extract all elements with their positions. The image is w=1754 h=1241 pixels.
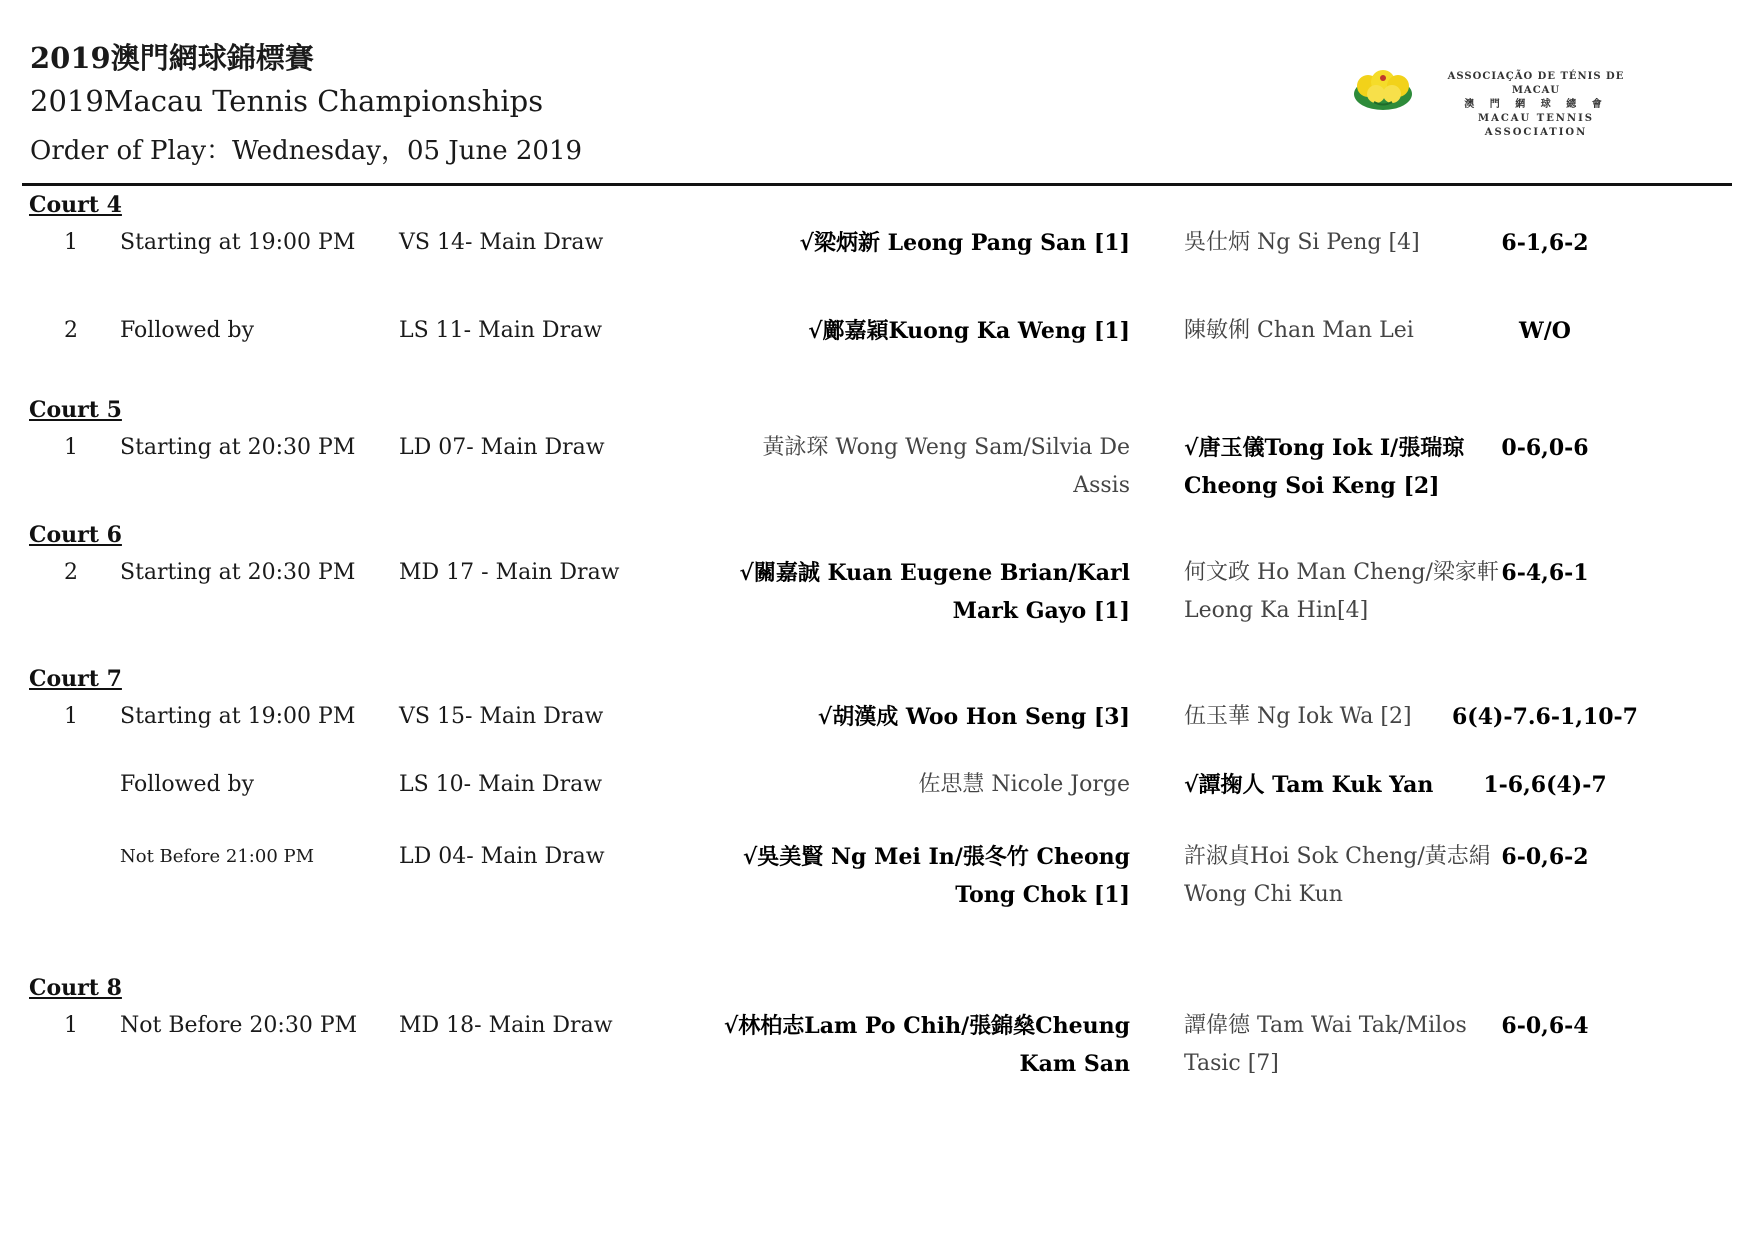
header-rule	[22, 183, 1732, 186]
title-zh: 2019澳門網球錦標賽	[30, 41, 314, 75]
player1: 黃詠琛 Wong Weng Sam/Silvia De	[762, 435, 1130, 460]
match-score: W/O	[1519, 318, 1571, 344]
player1: √關嘉誠 Kuan Eugene Brian/Karl	[739, 560, 1130, 586]
court-5-heading: Court 5	[29, 397, 122, 423]
court-8-heading: Court 8	[29, 975, 122, 1001]
player1-line2: Assis	[1073, 473, 1130, 498]
match-number: 1	[64, 435, 78, 460]
logo-text-en: MACAU TENNIS ASSOCIATION	[1478, 113, 1594, 138]
logo-text-pt: ASSOCIAÇÃO DE TÉNIS DE MACAU	[1447, 71, 1625, 96]
player2-line2: Cheong Soi Keng [2]	[1184, 473, 1440, 499]
player1-line2: Kam San	[1019, 1051, 1130, 1077]
player1: √鄺嘉穎Kuong Ka Weng [1]	[808, 318, 1130, 344]
player1: √梁炳新 Leong Pang San [1]	[799, 230, 1130, 256]
match-time: Starting at 20:30 PM	[120, 435, 356, 460]
match-time: Not Before 21:00 PM	[120, 846, 315, 867]
match-event: VS 14- Main Draw	[399, 230, 604, 255]
match-time: Starting at 20:30 PM	[120, 560, 356, 585]
match-event: VS 15- Main Draw	[399, 704, 604, 729]
player1: √胡漢成 Woo Hon Seng [3]	[817, 704, 1130, 730]
player2: 伍玉華 Ng Iok Wa [2]	[1184, 704, 1412, 729]
player2: 譚偉德 Tam Wai Tak/Milos	[1184, 1013, 1467, 1038]
court-6-heading: Court 6	[29, 522, 122, 548]
player2: 許淑貞Hoi Sok Cheng/黃志絹	[1184, 844, 1491, 869]
player2: 何文政 Ho Man Cheng/梁家軒	[1184, 560, 1499, 585]
match-event: MD 18- Main Draw	[399, 1013, 613, 1038]
match-event: LS 10- Main Draw	[399, 772, 603, 797]
tennis-ball-logo-icon	[1352, 66, 1414, 112]
player2: 陳敏俐 Chan Man Lei	[1184, 318, 1414, 343]
match-event: LS 11- Main Draw	[399, 318, 603, 343]
match-event: MD 17 - Main Draw	[399, 560, 620, 585]
court-4-heading: Court 4	[29, 192, 122, 218]
player2: √唐玉儀Tong Iok I/張瑞琼	[1184, 435, 1465, 461]
match-time: Not Before 20:30 PM	[120, 1013, 358, 1038]
match-event: LD 07- Main Draw	[399, 435, 605, 460]
player1: 佐思慧 Nicole Jorge	[918, 772, 1130, 797]
match-time: Starting at 19:00 PM	[120, 704, 356, 729]
title-en: 2019Macau Tennis Championships	[30, 84, 544, 118]
player2-line2: Wong Chi Kun	[1184, 882, 1343, 907]
player1: √林柏志Lam Po Chih/張錦燊Cheung	[723, 1013, 1130, 1039]
match-time: Followed by	[120, 318, 255, 343]
association-logo	[1352, 66, 1640, 138]
court-7-heading: Court 7	[29, 666, 122, 692]
match-time: Starting at 19:00 PM	[120, 230, 356, 255]
match-number: 1	[64, 1013, 78, 1038]
player1-line2: Tong Chok [1]	[955, 882, 1130, 908]
player2: √譚掬人 Tam Kuk Yan	[1184, 772, 1434, 798]
match-score: 6-0,6-2	[1501, 844, 1589, 870]
match-event: LD 04- Main Draw	[399, 844, 605, 869]
order-of-play-subtitle: Order of Play：Wednesday，05 June 2019	[30, 136, 583, 166]
player2-line2: Tasic [7]	[1184, 1051, 1279, 1076]
logo-text-zh: 澳 門 網 球 總 會	[1464, 99, 1608, 110]
match-score: 6-1,6-2	[1501, 230, 1589, 256]
match-time: Followed by	[120, 772, 255, 797]
match-score: 0-6,0-6	[1501, 435, 1589, 461]
match-score: 6-4,6-1	[1501, 560, 1589, 586]
player1: √吳美賢 Ng Mei In/張冬竹 Cheong	[742, 844, 1130, 870]
match-number: 1	[64, 230, 78, 255]
match-score: 6(4)-7.6-1,10-7	[1452, 704, 1638, 730]
match-number: 2	[64, 560, 78, 585]
player2: 吳仕炳 Ng Si Peng [4]	[1184, 230, 1420, 255]
match-number: 2	[64, 318, 78, 343]
match-number: 1	[64, 704, 78, 729]
match-score: 1-6,6(4)-7	[1483, 772, 1607, 798]
match-score: 6-0,6-4	[1501, 1013, 1589, 1039]
player1-line2: Mark Gayo [1]	[952, 598, 1130, 624]
player2-line2: Leong Ka Hin[4]	[1184, 598, 1369, 623]
